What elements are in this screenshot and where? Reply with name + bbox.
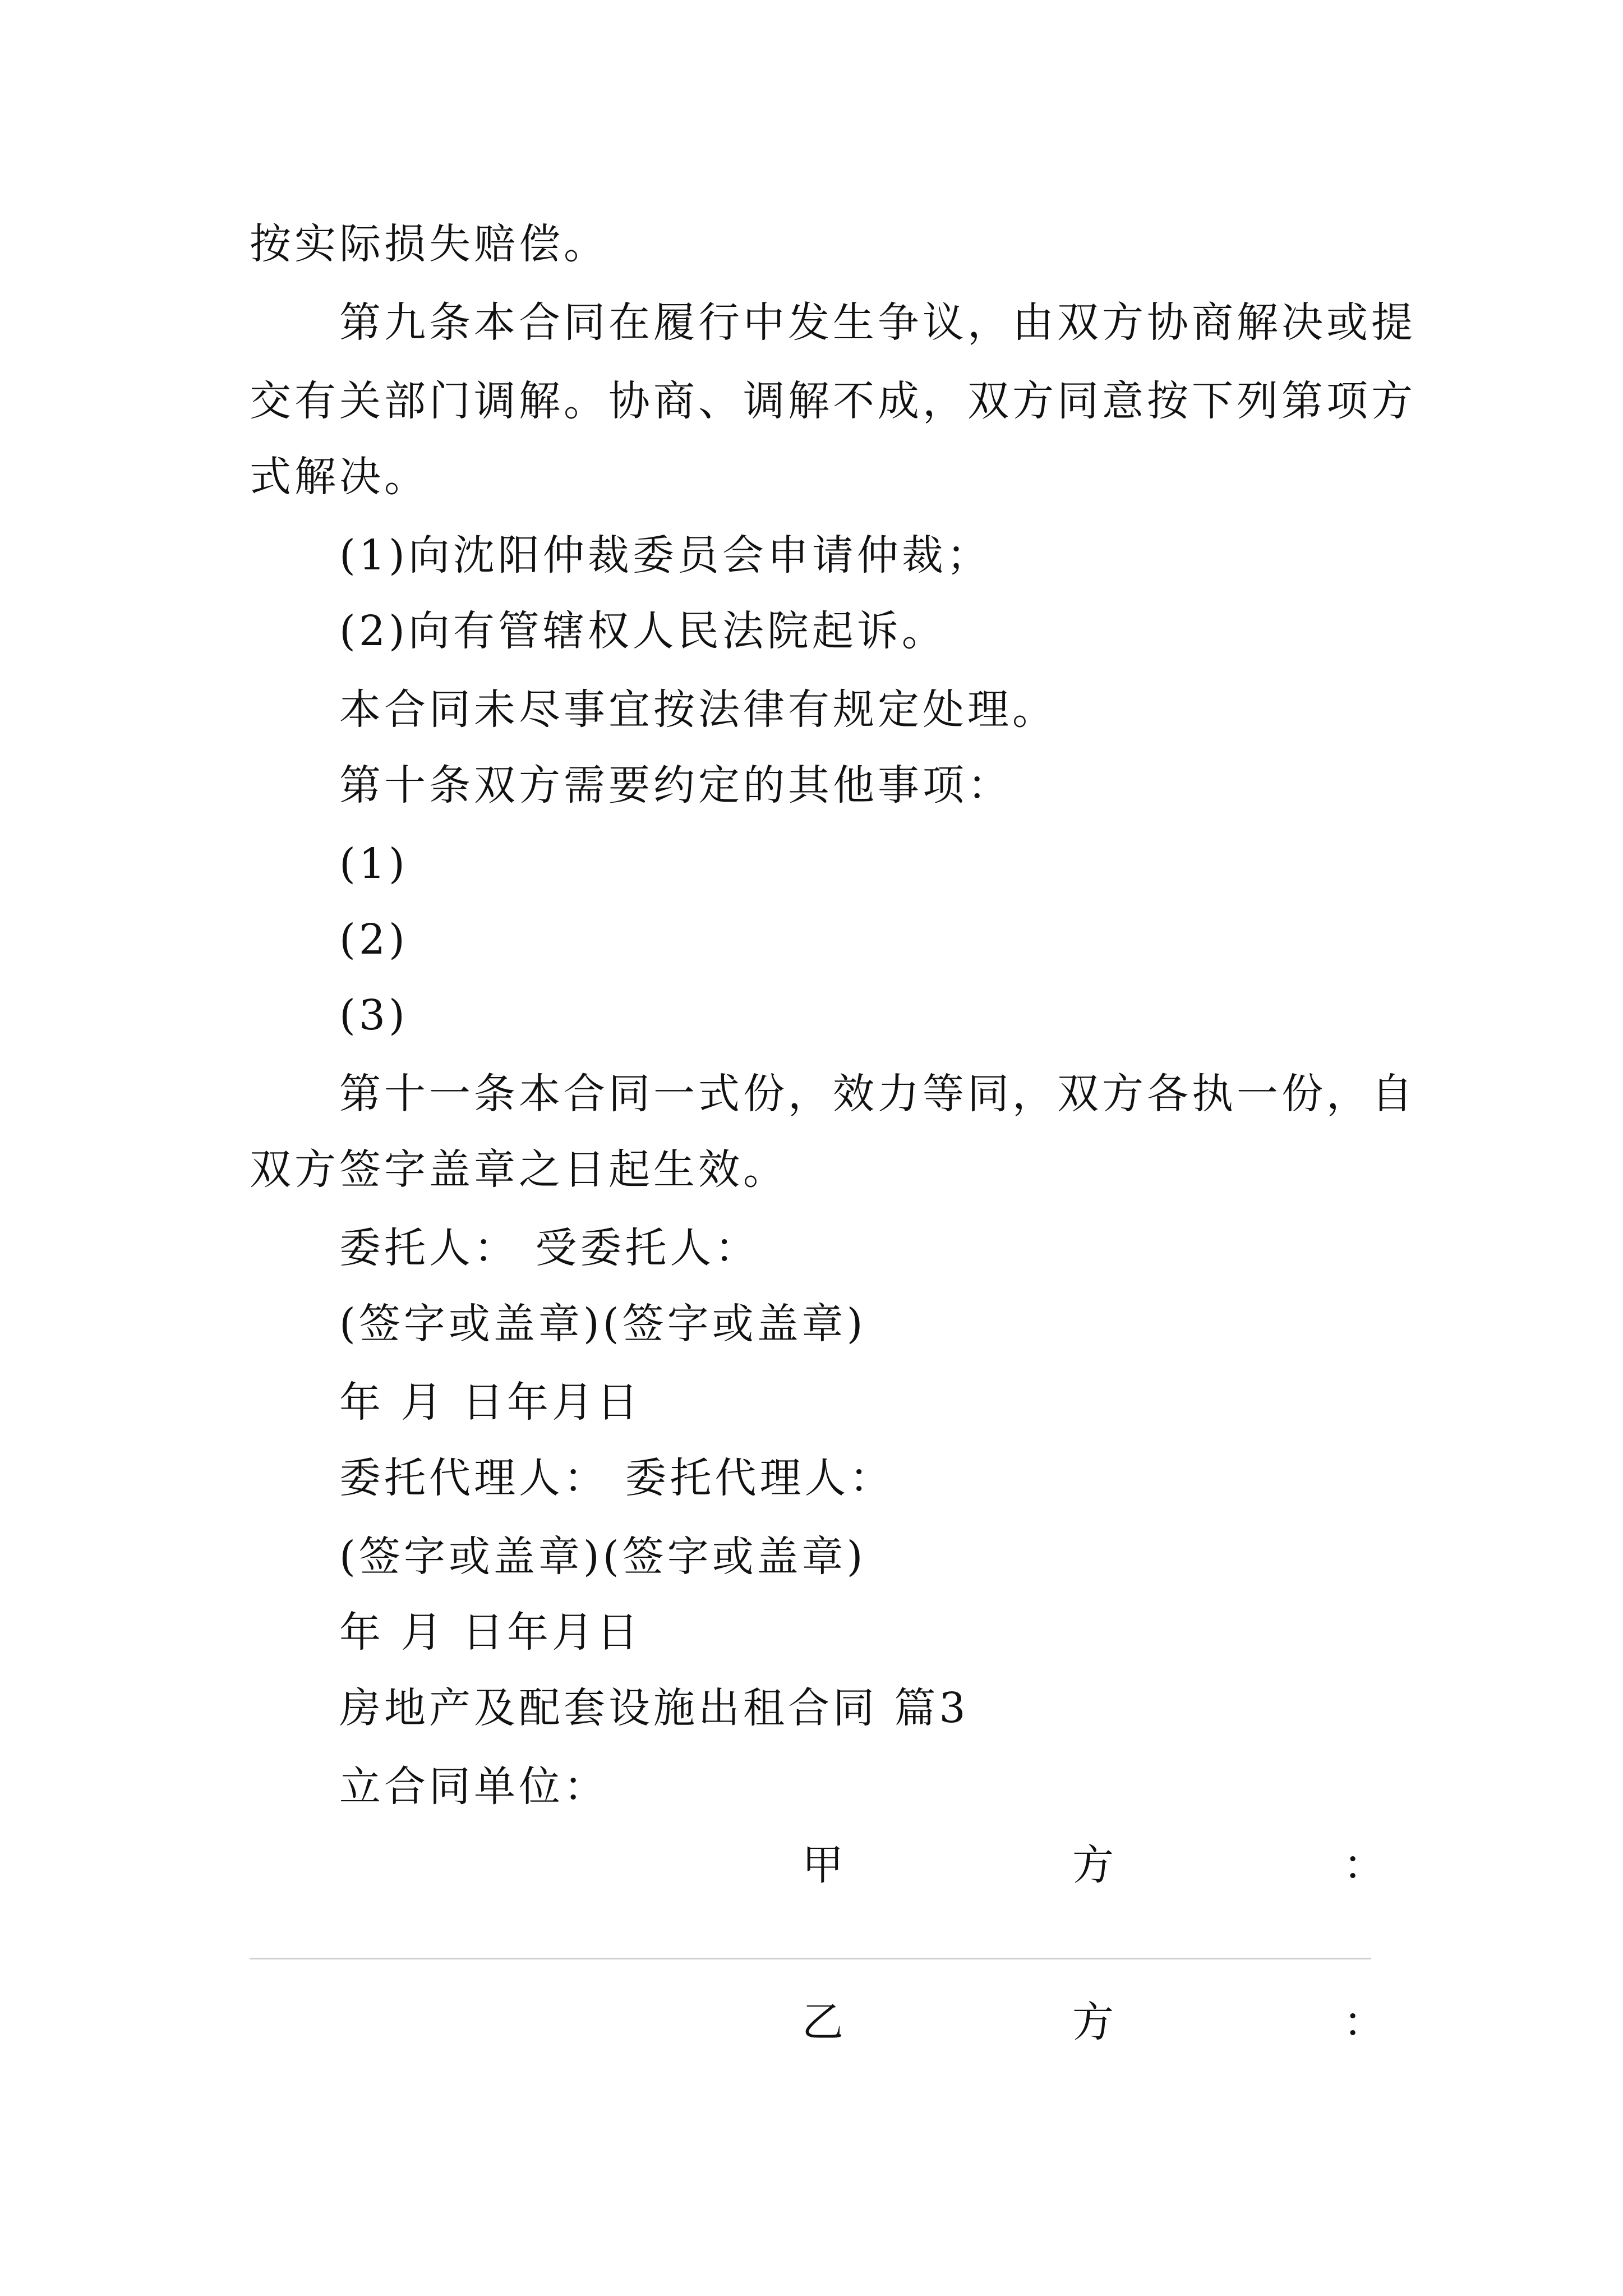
article-9-line-3: 式解决。 xyxy=(250,453,429,501)
paragraph-line: 按实际损失赔偿。 xyxy=(250,220,608,268)
article-11-line-2: 双方签字盖章之日起生效。 xyxy=(250,1145,788,1194)
option-2: (2)向有管辖权人民法院起诉。 xyxy=(339,607,947,655)
other-matter-1: (1) xyxy=(339,840,408,888)
contract-title: 房地产及配套设施出租合同 篇3 xyxy=(339,1684,969,1732)
party-a-char: 甲 xyxy=(802,1841,843,1889)
article-9-line-1: 第九条本合同在履行中发生争议，由双方协商解决或提 xyxy=(339,298,1416,347)
party-a-side-char: 方 xyxy=(1072,1841,1114,1889)
party-b-side-char: 方 xyxy=(1072,1998,1114,2046)
article-9-line-2: 交有关部门调解。协商、调解不成，双方同意按下列第项方 xyxy=(250,377,1416,425)
other-matter-3: (3) xyxy=(339,991,408,1039)
party-b-colon: ： xyxy=(1343,1998,1385,2046)
principal-labels: 委托人： 受委托人： xyxy=(339,1224,760,1272)
party-a-colon: ： xyxy=(1343,1841,1385,1889)
date-line-1: 年 月 日年月日 xyxy=(339,1378,642,1427)
other-matter-2: (2) xyxy=(339,915,408,964)
divider-line xyxy=(250,1958,1371,1959)
party-b-char: 乙 xyxy=(802,1998,843,2046)
unspecified-matters-clause: 本合同未尽事宜按法律有规定处理。 xyxy=(339,685,1057,734)
contracting-units-label: 立合同单位： xyxy=(339,1763,608,1811)
signature-or-seal-2: (签字或盖章)(签字或盖章) xyxy=(339,1533,866,1581)
signature-or-seal-1: (签字或盖章)(签字或盖章) xyxy=(339,1300,866,1348)
article-11-line-1: 第十一条本合同一式份，效力等同，双方各执一份，自 xyxy=(339,1070,1416,1118)
agent-labels: 委托代理人： 委托代理人： xyxy=(339,1454,895,1502)
date-line-2: 年 月 日年月日 xyxy=(339,1608,642,1657)
option-1: (1)向沈阳仲裁委员会申请仲裁； xyxy=(339,531,992,579)
article-10-heading: 第十条双方需要约定的其他事项： xyxy=(339,761,1012,809)
